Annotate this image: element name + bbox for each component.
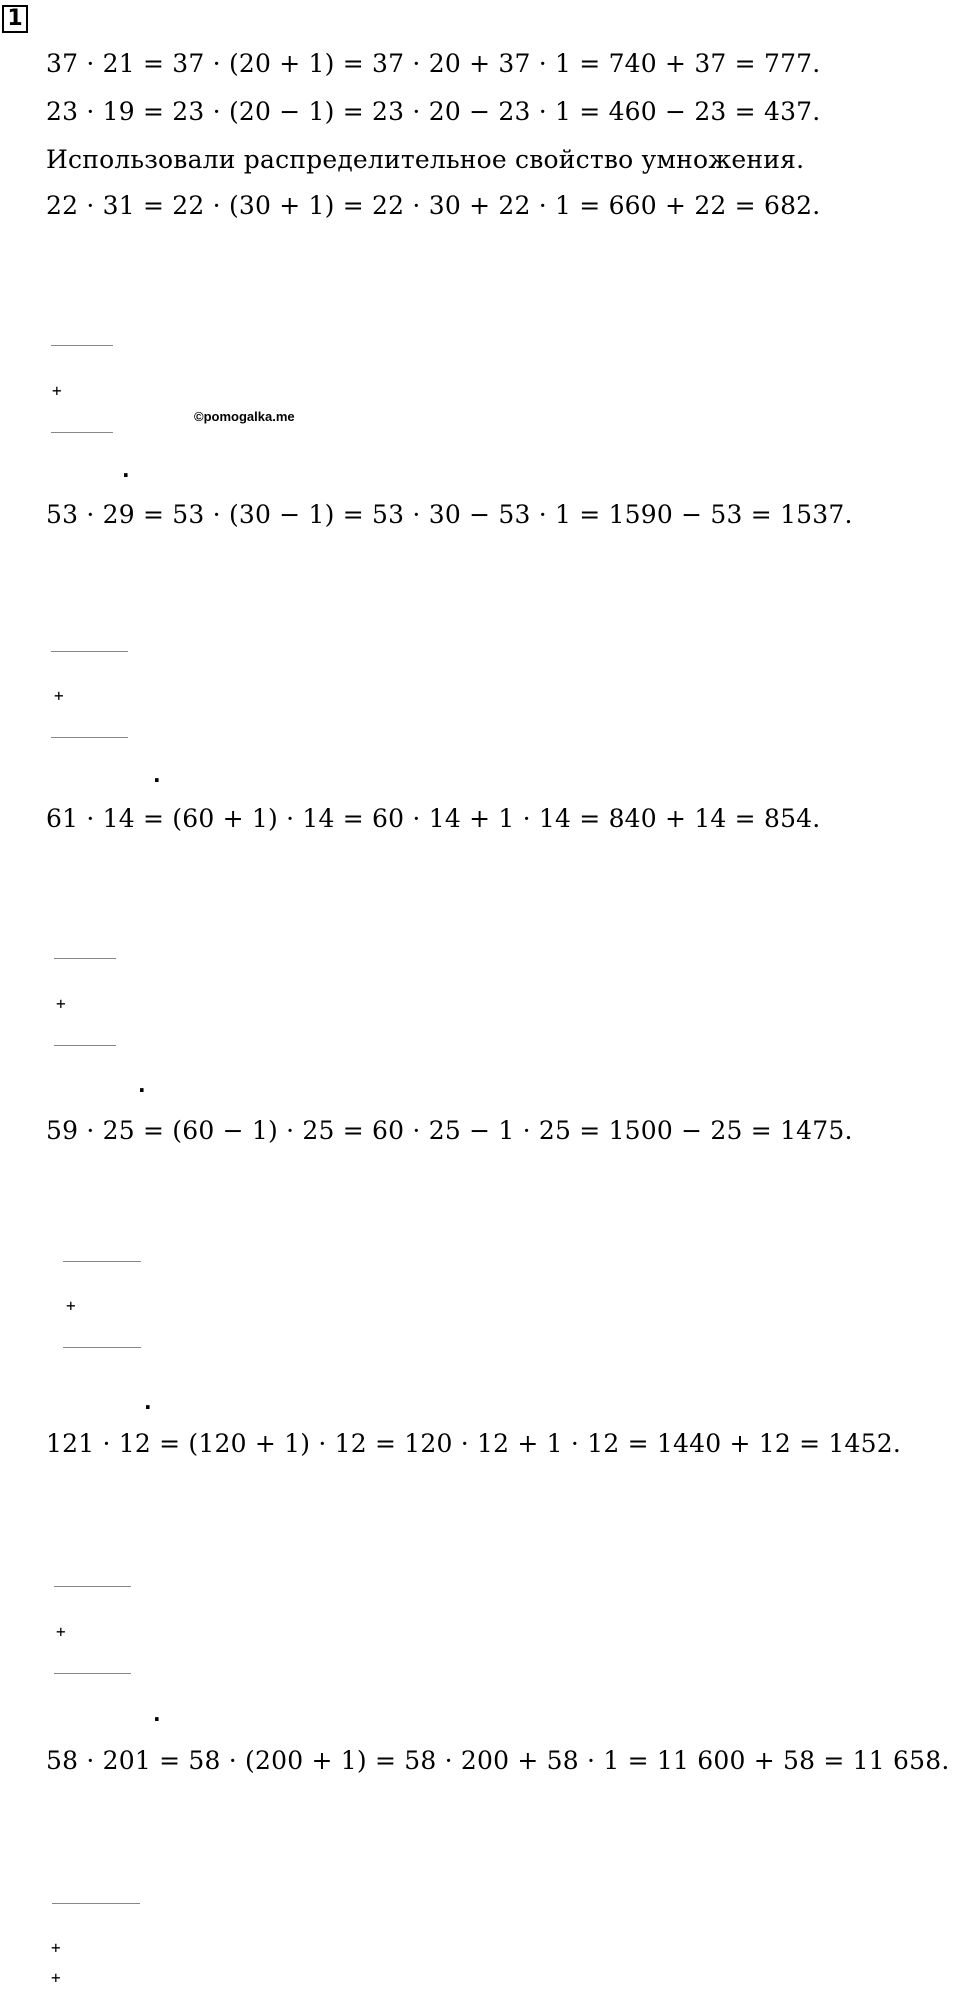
rule-line [51,432,113,433]
rule-line [51,651,128,652]
period: . [138,1073,146,1097]
plus-sign: + [51,1968,61,1987]
rule-line [54,1586,131,1587]
task-number-badge: 1 [2,5,28,33]
equation-line-3: 22 · 31 = 22 · (30 + 1) = 22 · 30 + 22 · 1 = 660 + 22 = 682. [46,191,821,220]
period: . [122,458,130,482]
period: . [144,1390,152,1414]
rule-line [51,345,113,346]
rule-line [63,1347,141,1348]
plus-sign: + [66,1296,76,1315]
period: . [153,1702,161,1726]
rule-line [52,1903,140,1904]
rule-line [54,1673,131,1674]
rule-line [54,958,116,959]
equation-line-4: 53 · 29 = 53 · (30 − 1) = 53 · 30 − 53 · 1 = 1590 − 53 = 1537. [46,500,853,529]
equation-line-7: 121 · 12 = (120 + 1) · 12 = 120 · 12 + 1 · 12 = 1440 + 12 = 1452. [46,1429,901,1458]
rule-line [54,1045,116,1046]
plus-sign: + [52,381,62,400]
explanation-text: Использовали распределительное свойство умножения. [46,145,805,174]
plus-sign: + [56,1622,66,1641]
rule-line [51,737,128,738]
plus-sign: + [54,686,64,705]
period: . [153,763,161,787]
equation-line-6: 59 · 25 = (60 − 1) · 25 = 60 · 25 − 1 · 25 = 1500 − 25 = 1475. [46,1116,853,1145]
plus-sign: + [51,1938,61,1957]
equation-line-5: 61 · 14 = (60 + 1) · 14 = 60 · 14 + 1 · 14 = 840 + 14 = 854. [46,804,821,833]
equation-line-1: 37 · 21 = 37 · (20 + 1) = 37 · 20 + 37 · 1 = 740 + 37 = 777. [46,49,821,78]
plus-sign: + [56,994,66,1013]
equation-line-8: 58 · 201 = 58 · (200 + 1) = 58 · 200 + 58 · 1 = 11 600 + 58 = 11 658. [46,1746,950,1775]
equation-line-2: 23 · 19 = 23 · (20 − 1) = 23 · 20 − 23 · 1 = 460 − 23 = 437. [46,97,821,126]
rule-line [63,1261,141,1262]
watermark: ©pomogalka.me [194,409,295,424]
